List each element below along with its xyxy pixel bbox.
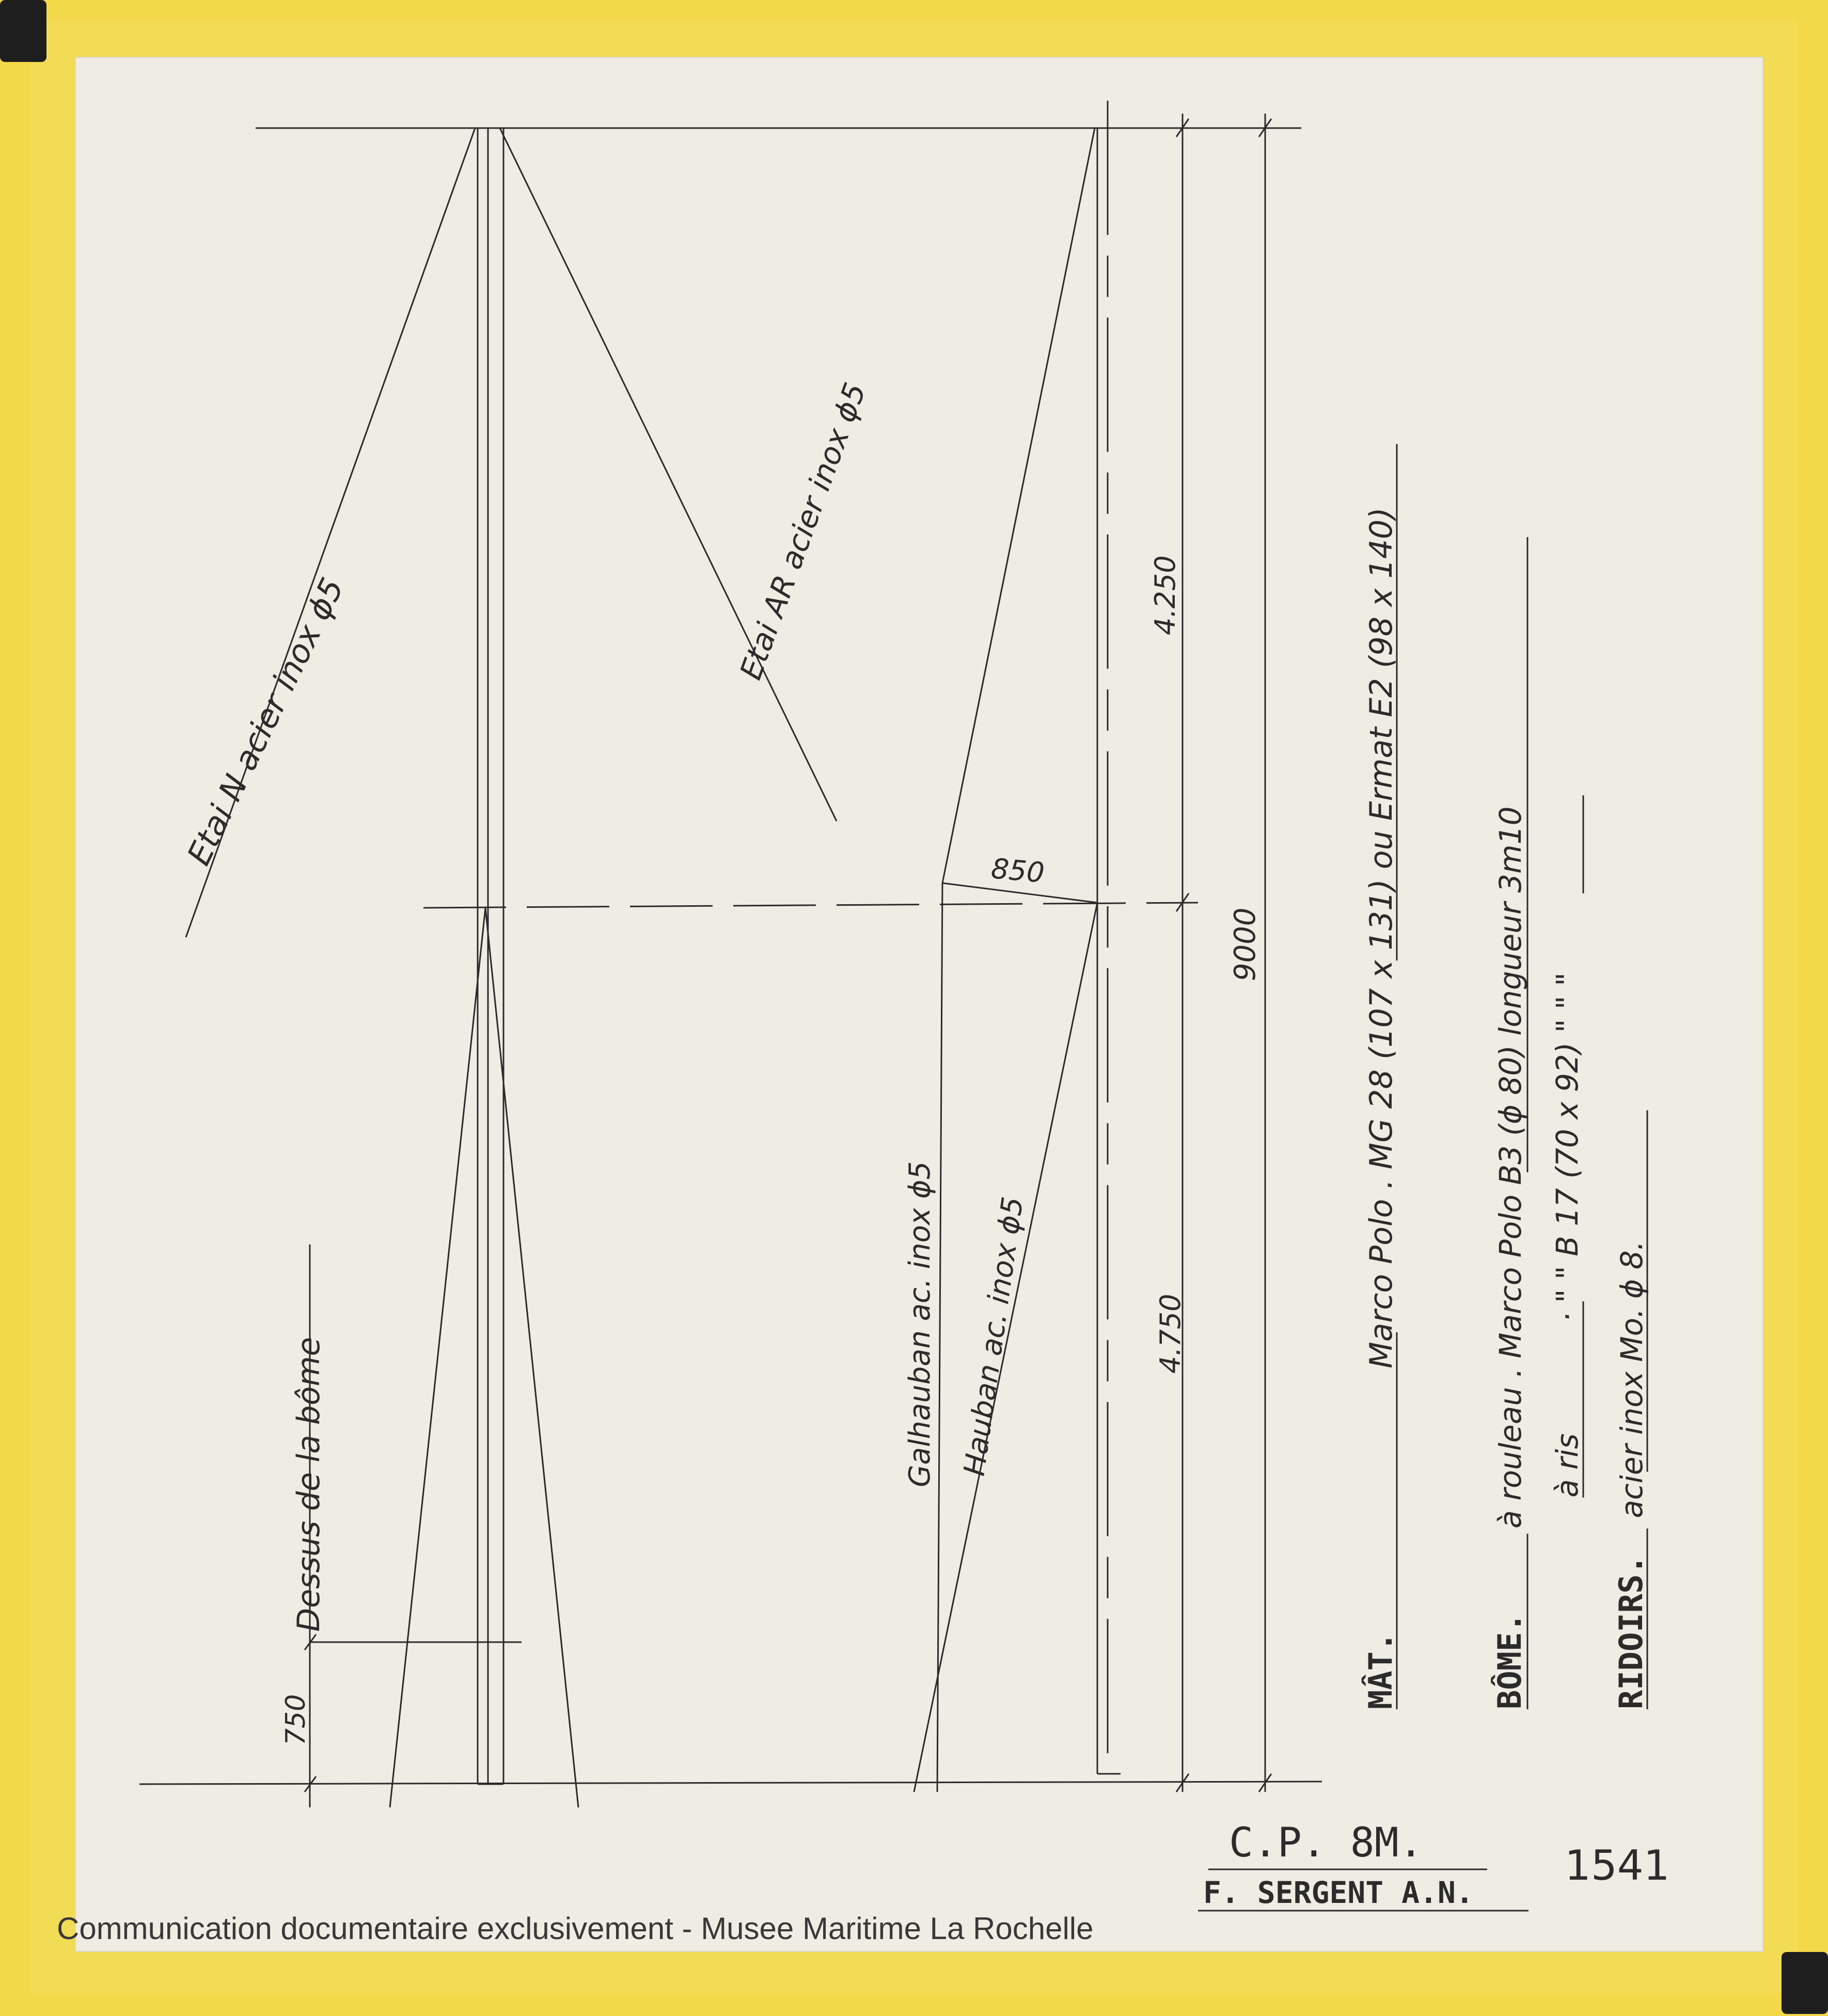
backstay-label: Etai AR acier inox ϕ5 <box>733 378 873 684</box>
boat-title: C.P. 8M. <box>1229 1820 1423 1866</box>
shrouds-title: RIDOIRS. <box>1612 1555 1650 1709</box>
mast-front-view <box>1092 101 1121 1774</box>
lower-dimension: 4.750 <box>1154 1294 1187 1374</box>
backstay-line <box>500 128 837 821</box>
lower-stay-front <box>390 908 485 1807</box>
upper-dimension: 4.250 <box>1149 555 1181 635</box>
lower-shroud-label: Hauban ac. inox ϕ5 <box>957 1194 1030 1478</box>
drawing-number: 1541 <box>1565 1841 1670 1889</box>
forestay-label: Etai N acier inox ϕ5 <box>179 572 352 871</box>
spreader-dashed-line <box>423 903 1198 908</box>
spreader-dimension: 850 <box>989 852 1046 889</box>
total-dimension: 9000 <box>1228 907 1262 981</box>
boom-spec-line1: à rouleau . Marco Polo B3 (ϕ 80) longueur 3m10 <box>1493 806 1528 1529</box>
boom-label: Dessus de la bôme <box>291 1337 327 1632</box>
shrouds-spec: acier inox Mo. ϕ 8. <box>1614 1240 1649 1518</box>
mast-spec: Marco Polo . MG 28 (107 x 131) ou Ermat E2 (98 x 140) <box>1363 507 1399 1368</box>
base-reference-line <box>139 1782 1322 1784</box>
boom-spec-line2-lead: à ris <box>1550 1433 1585 1498</box>
mast-title: MÂT. <box>1362 1632 1399 1709</box>
boom-spec-line2: · " " B 17 (70 x 92) " " " <box>1550 972 1585 1322</box>
upper-shroud-top <box>942 128 1095 883</box>
designer-name: F. SERGENT A.N. <box>1203 1875 1474 1910</box>
lower-stay-rear <box>485 908 578 1807</box>
watermark-text: Communication documentaire exclusivement - Musee Maritime La Rochelle <box>57 1911 1094 1946</box>
boom-title: BÔME. <box>1491 1613 1528 1709</box>
boom-height-dimension: 750 <box>280 1694 311 1745</box>
upper-shroud-label: Galhauban ac. inox ϕ5 <box>903 1161 937 1487</box>
